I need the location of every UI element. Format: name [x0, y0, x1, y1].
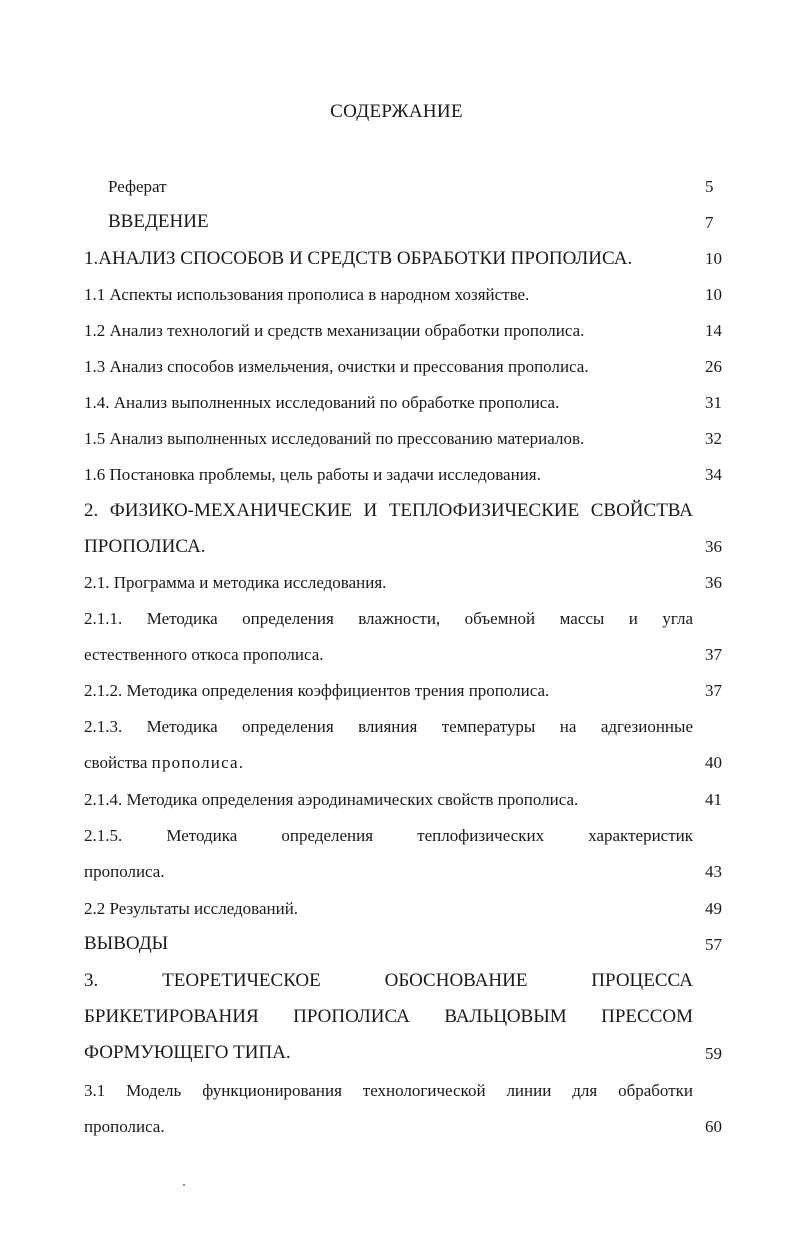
toc-entry-section: 2.2 Результаты исследований. — [84, 899, 299, 918]
toc-page-number: 41 — [705, 790, 722, 809]
toc-entry-chapter-1: 1.АНАЛИЗ СПОСОБОВ И СРЕДСТВ ОБРАБОТКИ ПРОПОЛИСА. — [84, 248, 633, 269]
toc-page-number: 5 — [705, 177, 714, 196]
toc-entry-subsection: 2.1.5. Методика определения теплофизических характеристик — [84, 826, 693, 845]
toc-entry-section: 1.3 Анализ способов измельчения, очистки и прессования прополиса. — [84, 357, 589, 376]
toc-page-number: 10 — [705, 285, 722, 304]
toc-entry-subsection: 2.1.3. Методика определения влияния температуры на адгезионные — [84, 717, 693, 736]
toc-entry-section: 1.6 Постановка проблемы, цель работы и задачи исследования. — [84, 465, 541, 484]
toc-entry-section-cont: прополиса. — [84, 1117, 165, 1136]
toc-page-number: 31 — [705, 393, 722, 412]
toc-entry-chapter-2-cont: ПРОПОЛИСА. — [84, 536, 206, 557]
toc-page-number: 59 — [705, 1044, 722, 1063]
toc-entry-section: 2.1. Программа и методика исследования. — [84, 573, 387, 592]
toc-entry-section: 3.1 Модель функционирования технологической линии для обработки — [84, 1081, 693, 1100]
toc-page-number: 14 — [705, 321, 722, 340]
toc-page-number: 43 — [705, 862, 722, 881]
toc-entry-subsection: 2.1.1. Методика определения влажности, объемной массы и угла — [84, 609, 693, 628]
toc-page-number: 7 — [705, 213, 714, 232]
page-title: СОДЕРЖАНИЕ — [330, 101, 463, 122]
toc-page-number: 57 — [705, 935, 722, 954]
toc-page-number: 26 — [705, 357, 722, 376]
toc-entry-introduction: ВВЕДЕНИЕ — [108, 211, 209, 232]
toc-entry-chapter-3: 3. ТЕОРЕТИЧЕСКОЕ ОБОСНОВАНИЕ ПРОЦЕССА — [84, 970, 693, 991]
toc-entry-conclusions: ВЫВОДЫ — [84, 933, 169, 954]
toc-entry-section: 1.1 Аспекты использования прополиса в народном хозяйстве. — [84, 285, 530, 304]
toc-page-number: 36 — [705, 537, 722, 556]
toc-entry-subsection-cont: прополиса. — [84, 862, 165, 881]
toc-page-number: 60 — [705, 1117, 722, 1136]
toc-entry-subsection: 2.1.4. Методика определения аэродинамических свойств прополиса. — [84, 790, 579, 809]
toc-entry-subsection-cont: естественного откоса прополиса. — [84, 645, 324, 664]
toc-text-part: свойства — [84, 753, 152, 772]
toc-text-part-spaced: прополиса. — [151, 753, 245, 772]
toc-entry-section: 1.5 Анализ выполненных исследований по прессованию материалов. — [84, 429, 585, 448]
toc-page-number: 40 — [705, 753, 722, 772]
toc-entry-chapter-2: 2. ФИЗИКО-МЕХАНИЧЕСКИЕ И ТЕПЛОФИЗИЧЕСКИЕ СВОЙСТВА — [84, 500, 693, 521]
toc-page-number: 32 — [705, 429, 722, 448]
toc-page-number: 34 — [705, 465, 722, 484]
toc-page-number: 37 — [705, 645, 722, 664]
toc-entry-subsection: 2.1.2. Методика определения коэффициентов трения прополиса. — [84, 681, 550, 700]
toc-entry-chapter-3-cont: БРИКЕТИРОВАНИЯ ПРОПОЛИСА ВАЛЬЦОВЫМ ПРЕССОМ — [84, 1006, 693, 1027]
toc-entry-subsection-cont — [84, 752, 693, 774]
toc-entry-section: 1.2 Анализ технологий и средств механизации обработки прополиса. — [84, 321, 585, 340]
scan-speck — [183, 1184, 185, 1186]
toc-page-number: 10 — [705, 249, 722, 268]
toc-page-number: 37 — [705, 681, 722, 700]
toc-entry-section: 1.4. Анализ выполненных исследований по обработке прополиса. — [84, 393, 560, 412]
toc-page-number: 36 — [705, 573, 722, 592]
toc-entry-abstract: Реферат — [108, 177, 167, 196]
toc-page-number: 49 — [705, 899, 722, 918]
toc-entry-chapter-3-cont: ФОРМУЮЩЕГО ТИПА. — [84, 1042, 291, 1063]
